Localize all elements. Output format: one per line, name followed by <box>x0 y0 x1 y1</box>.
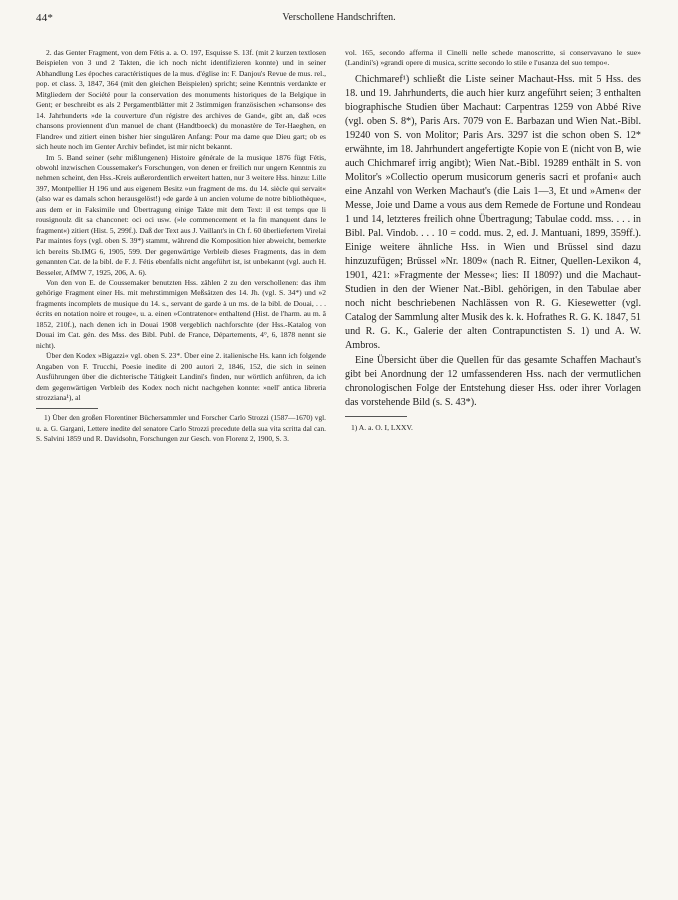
footnote-chichmaref: 1) A. a. O. I, LXXV. <box>351 422 413 432</box>
paragraph-fetis-histoire: Im 5. Band seiner (sehr mißlungenen) Histoire générale de la musique 1876 fügt Fétis, obwohl inzwischen Coussemaker's Forschungen, von denen er freilich nur ungern Kenntnis zu nehmen scheint, den Hss.-Kreis außerordentlich erweitert hatten, nur 3 weitere Hss. hinzu: Lille 397, Montpellier H 196 und aus eigenem Besitz »un fragment de ms. du 14. siècle qui servait« (also war es damals schon herausgelöst!) »de garde à un ancien volume de notre bibliothèque«, aus dem er in Faksimile und Übertragung einige Takte mit dem Text: il est temps que li rousignoulz dit sa chanconet: oci oci usw. (»le commencement et la fin manquent dans le fragment«) zitiert (Hist. 5, 299f.). Daß der Text aus J. Vaillant's in Ch f. 60 überliefertem Virelai Par maintes foys (vgl. oben S. 39*) stammt, während die Komposition hier abweicht, bemerkte ich bereits Sb.IMG 6, 1905, 599. Der gegenwärtige Verbleib dieses Fragments, das in dem genannten Cat. de la bibl. de F. J. Fétis ebenfalls nicht angeführt ist, ist unbekannt (vgl. auch H. Besseler, AfMW 7, 1925, 206, A. 6). <box>36 152 326 277</box>
paragraph-continuation: vol. 165, secondo afferma il Cinelli nelle schede manoscritte, si conservavano le sue» (Landini's) »grandi opere di musica, scritte secondo lo stile e l'usanza del suo tempo«. <box>345 48 641 68</box>
paragraph-bigazzi: Über den Kodex »Bigazzi« vgl. oben S. 23*. Über eine 2. italienische Hs. kann ich folgende Angaben von F. Trucchi, Poesie inedite di 200 autori 2, 1846, 152, die sich in seinen Ausführungen über die dichterische Tätigkeit Landini's finden, nur wörtlich anführen, da ich dem gegenwärtigen Verbleib des Kodex noch nicht nachgehen konnte: »nell' antica libreria strozziana¹), al <box>36 351 326 402</box>
running-title: Verschollene Handschriften. <box>282 12 396 23</box>
footnote-rule <box>345 416 407 417</box>
paragraph-genter-fragment: 2. das Genter Fragment, von dem Fétis a. a. O. 197, Esquisse S. 13f. (mit 2 kurzen textlosen Beispielen von 3 und 2 Takten, die ich noch nicht identifizieren konnte) und in seiner Abhandlung Les époches caractéristiques de la mus. d'église in: F. Danjou's Revue de mus. rel., pop. et class. 3, 1847, 364 (mit den gleichen Beispielen) spricht; seine Kenntnis verdankte er Mitgliedern der Société pour la conservation des monuments historiques de la Belgique in Gent; er beschreibt es als 2 Pergamentblätter mit 2 3stimmigen französischen »chansons« des 14. Jahrhunderts »de la couverture d'un régistre des archives de Gand«, gibt an, daß »ces chansons proviennent d'un manuel de chant (Handtboeck) du monastère de Ter-Haeghen, en Flandre« und zitiert einen bisher hier singulären Anfang: Pour ma dame que Dieu gart; ob es sich heute noch im Genter Archiv befindet, ist mir nicht bekannt. <box>36 48 326 152</box>
running-head <box>0 12 678 28</box>
left-column <box>36 48 326 444</box>
paragraph-coussemaker: Von den von E. de Coussemaker benutzten Hss. zählen 2 zu den verschollenen: das ihm gehörige Fragment einer Hs. mit mehrstimmigen Meßsätzen des 14. Jh. (vgl. S. 34*) und »2 fragments incomplets de musique du 14. s., servant de garde à un ms. de la bibl. de Douai, . . . écrits en notation noire et rouge«, u. a. einen »Contratenor« enthaltend (Hist. de l'harm. au m. â 1852, 210f.), nach denen ich in Douai 1908 vergeblich nachforschte (der Hss.-Katalog von Douai im Cat. gén. des Mss. des Bibl. Publ. de France, Départements, 4°, 6, 1878 nennt sie nicht). <box>36 277 326 350</box>
paragraph-overview: Eine Übersicht über die Quellen für das gesamte Schaffen Machaut's gibt bei Anordnung der 12 umfassenderen Hss. nach der vermutlichen chronologischen Folge der Entstehung dieser Hss. oder ihrer Vorlagen das vorstehende Bild (s. S. 43*). <box>345 354 641 408</box>
footnote-strozzi: 1) Über den großen Florentiner Büchersammler und Forscher Carlo Strozzi (1587—1670) vgl. u. a. G. Gargani, Lettere inedite del senatore Carlo Strozzi precedute della sua vita scritta dal can. S. Salvini 1859 und R. Davidsohn, Forschungen zur Gesch. von Florenz 2, 1900, S. 3. <box>36 413 326 443</box>
right-column <box>345 48 641 435</box>
paragraph-chichmaref: Chichmaref¹) schließt die Liste seiner Machaut-Hss. mit 5 Hss. des 18. und 19. Jahrhunderts, die auch hier kurz angeführt seien; 3 enthalten biographische Studien über Machaut: Carpentras 1259 von Abbé Rive (vgl. oben S. 8*), Paris Ars. 7079 von E. Barbazan und Wien Nat.-Bibl. 19240 von S. von Molitor; Paris Ars. 3297 ist die schon oben S. 12* erwähnte, im 18. Jahrhundert angefertigte Kopie von E (nicht von B, wie auch Chichmaref irrig angibt); Wien Nat.-Bibl. 19289 enthält in S. von Molitor's »Collectio operum musicorum generis sacri et profani« auch eine Anzahl von Werken Machaut's (die Lais 1—3, Et und »Amen« der Messe, Joie und Dame a vous aus dem Remede de Fortune und Rondeau 1 und 14, letzteres freilich ohne Übertragung; Tabulae codd. mss. . . . in Bibl. Pal. Vindob. . . . 10 = codd. mus. 2, ed. J. Mantuani, 1899, 359ff.). Einige weitere ähnliche Hss. in Wien und Brüssel sind dazu hinzuzufügen; Brüssel »Nr. 1809« (nach R. Eitner, Quellen-Lexikon 4, 1901, 421: »Fragmente der Messe«; lies: II 1809?) und die Machaut-Studien in den der Wiener Nat.-Bibl. gehörigen, in den Tabulae aber noch nicht beschriebenen Nachlässen von R. G. Kiesewetter (vgl. Catalog der Sammlung alter Musik des k. k. Hofrathes R. G. K. 1847, 51 und R. G. K., Galerie der alten Contrapunctisten S. 1) und A. W. Ambros. <box>345 73 641 352</box>
footnote-rule <box>36 408 98 409</box>
page-number: 44* <box>36 12 54 24</box>
